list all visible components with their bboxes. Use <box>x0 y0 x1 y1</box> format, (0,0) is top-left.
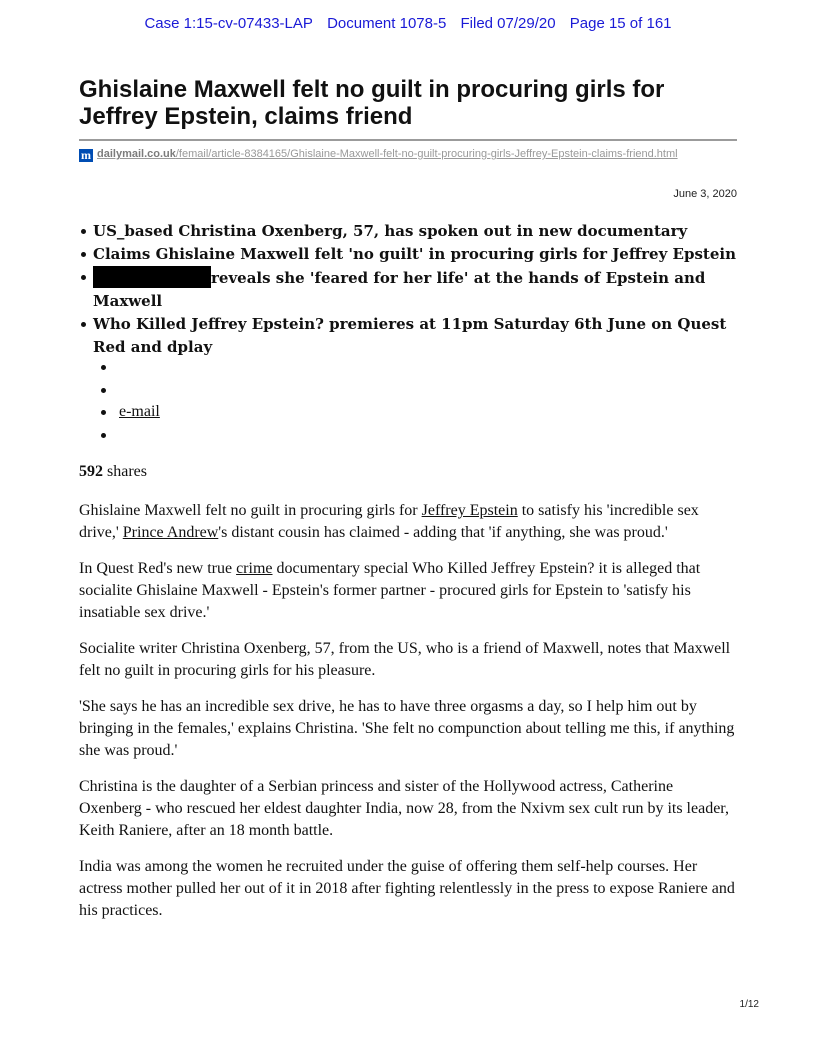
jeffrey-epstein-link[interactable]: Jeffrey Epstein <box>421 502 518 519</box>
document-number: Document 1078-5 <box>327 15 447 32</box>
source-path: /femail/article-8384165/Ghislaine-Maxwell-felt-no-guilt-procuring-girls-Jeffrey-Epstein-claims-friend.html <box>175 148 678 160</box>
article-paragraph: Christina is the daughter of a Serbian princess and sister of the Hollywood actress, Catherine Oxenberg - who rescued her eldest daughter India, now 28, from the Nxivm sex cult run by its leader, Keith Raniere, after an 18 month battle. <box>79 778 729 839</box>
bullet-text: reveals she 'feared for her life' at the hands of Epstein and Maxwell <box>93 269 706 310</box>
share-links <box>99 356 160 446</box>
redaction-box <box>93 266 211 288</box>
share-count-number: 592 <box>79 463 103 480</box>
case-number: Case 1:15-cv-07433-LAP <box>144 15 313 32</box>
bullet-item <box>79 266 739 313</box>
article-paragraph: 'She says he has an incredible sex drive, he has to have three orgasms a day, so I help him out by bringing in the females,' explains Christina. 'She felt no compunction about telling me this, if anything she was proud.' <box>79 698 735 759</box>
bullet-item <box>79 243 739 266</box>
title-divider <box>79 139 737 141</box>
article-date: June 3, 2020 <box>673 188 737 200</box>
share-item[interactable] <box>99 356 160 379</box>
prince-andrew-link[interactable]: Prince Andrew <box>122 524 219 541</box>
bullet-text: Who Killed Jeffrey Epstein? premieres at 11pm Saturday 6th June on Quest Red and dplay <box>93 315 727 356</box>
summary-bullets <box>79 220 739 359</box>
bullet-text: Claims Ghislaine Maxwell felt 'no guilt' in procuring girls for Jeffrey Epstein <box>93 245 736 263</box>
bullet-item <box>79 313 739 359</box>
case-header <box>0 15 816 32</box>
page-number: 1/12 <box>739 999 759 1010</box>
article-body <box>79 500 739 936</box>
share-item[interactable] <box>99 424 160 447</box>
share-count-label: shares <box>107 463 147 480</box>
article-paragraph: Socialite writer Christina Oxenberg, 57, from the US, who is a friend of Maxwell, notes that Maxwell felt no guilt in procuring girls for his pleasure. <box>79 640 731 679</box>
share-item-email <box>99 401 160 424</box>
article-paragraph: India was among the women he recruited under the guise of offering them self-help courses. Her actress mother pulled her out of it in 2018 after fighting relentlessly in the press to expose Raniere and his practices. <box>79 858 735 919</box>
article-paragraph: In Quest Red's new true crime documentary special Who Killed Jeffrey Epstein? it is alleged that socialite Ghislaine Maxwell - Epstein's former partner - procured girls for Epstein to 'satisfy his insatiable sex drive.' <box>79 560 701 621</box>
source-line <box>79 147 719 162</box>
source-url-link[interactable] <box>97 148 678 160</box>
article-title: Ghislaine Maxwell felt no guilt in procuring girls for Jeffrey Epstein, claims friend <box>79 76 665 130</box>
share-count <box>79 463 147 481</box>
filed-date: Filed 07/29/20 <box>460 15 556 32</box>
page-count: Page 15 of 161 <box>569 15 672 32</box>
source-domain: dailymail.co.uk <box>97 148 176 160</box>
dailymail-favicon-icon: m <box>81 148 91 162</box>
article-paragraph: Ghislaine Maxwell felt no guilt in procuring girls for Jeffrey Epstein to satisfy his 'incredible sex drive,' Prince Andrew's distant cousin has claimed - adding that 'if anything, she was proud.' <box>79 502 699 541</box>
share-item[interactable] <box>99 379 160 402</box>
bullet-item <box>79 220 739 243</box>
bullet-text: US_based Christina Oxenberg, 57, has spoken out in new documentary <box>93 222 688 240</box>
email-share-link[interactable]: e-mail <box>119 403 160 420</box>
crime-link[interactable]: crime <box>236 560 273 577</box>
